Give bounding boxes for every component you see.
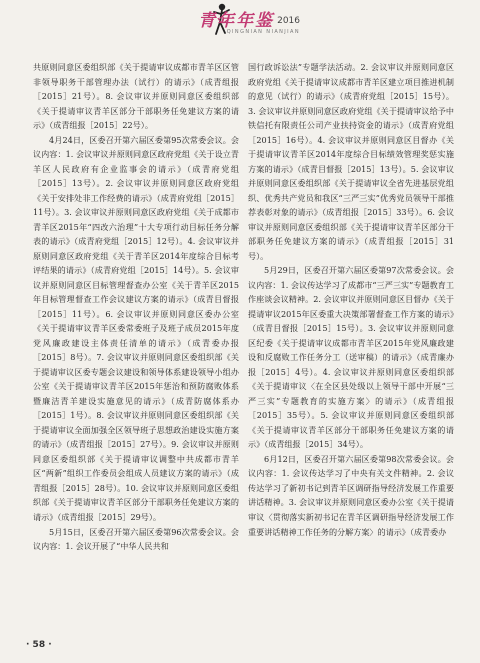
yearbook-logo	[198, 6, 300, 35]
right-paragraph-1: 国行政诉讼法”专题学法活动。2. 会议审议并原则同意区政府党组《关于提请审议成都市青羊区建立项目推进机制的意见（试行）的请示》（成青府党组［2015］15号）。3. 会议审议并原则同意区政府党组《关于提请审议给予中铁信托有限责任公司产业扶持资金的请示》（成青府党组［2015］16号）。4. 会议审议并原则同意区目督办《关于提请审议青羊区2014年度综合目标绩效管理奖惩实施方案的请示》（成青目督报［2015］13号）。5. 会议审议并原则同意区委组织部《关于提请审议全省先进基层党组织、优秀共产党员和我区“三严三实”优秀党员领导干部推荐表彰对象的请示》（成青组报［2015］33号）。6. 会议审议并原则同意区委组织部《关于提请审议青羊区部分干部职务任免建议方案的请示》（成青组报［2015］31号）。	[248, 62, 454, 261]
left-paragraph-2: 4月24日，区委召开第六届区委第95次常委会议。会议内容：1. 会议审议并原则同意区政府党组《关于设立青羊区人民政府有企业监事会的请示》（成青府党组［2015］13号）。2. 会议审议并原则同意区政府党组《关于安排处非工作经费的请示》（成青府党组［2015］11号）。3. 会议审议并原则同意区政府党组《关于成都市青羊区2015年“四改六治理”十大专项行动目标任务分解表的请示》（成青府党组［2015］12号）。4. 会议审议并原则同意区政府党组《关于青羊区2014年度综合目标考评结果的请示》（成青府党组［2015］14号）。5. 会议审议并原则同意区目标管理督查办公室《关于青羊区2015年目标管理督查工作会议建议方案的请示》（成青目督报［2015］11号）。6. 会议审议并原则同意区委办公室《关于提请审议青羊区委常委班子及班子成员2015年度党风廉政建设主体责任清单的请示》（成青委办报［2015］8号）。7. 会议审议并原则同意区委组织部《关于提请审议区委专题会议建设和领导体系建设领导小组办公室《关于提请审议青羊区2015年惩治和预防腐败体系暨廉洁青羊建设实施意见的请示》（成青防腐体系办［2015］1号）。8. 会议审议并原则同意区委组织部《关于提请审议全面加强全区领导班子思想政治建设实施方案的请示》（成青组报［2015］27号）。9. 会议审议并原则同意区委组织部《关于提请审议调整中共成都市青羊区“两新”组织工作委员会组成人员建议方案的请示》（成青组报［2015］28号）。10. 会议审议并原则同意区委组织部《关于提请审议青羊区部分干部职务任免建议方案的请示》（成青组报［2015］29号）。	[33, 134, 239, 522]
page-number: · 58 ·	[26, 640, 52, 650]
page-header	[0, 0, 480, 50]
right-paragraph-3: 6月12日，区委召开第六届区委第98次常委会议。会议内容：1. 会议传达学习了中央有关文件精神。2. 会议传达学习了新初书记到青羊区调研指导经济发展工作重要讲话精神。3. 会议审议并原则同意区委办公室《关于提请审议〈贯彻落实新初书记在青羊区调研指导经济发展工作重要讲话精神工作任务的分解方案〉的请示》（成青委办	[248, 453, 454, 537]
left-paragraph-3: 5月15日，区委召开第六届区委第96次常委会议。会议内容：1. 会议开展了“中华人民共和	[33, 526, 239, 552]
yearbook-pinyin: QINGNIAN NIANJIAN	[226, 29, 300, 35]
yearbook-year: 2016	[277, 16, 300, 26]
left-paragraph-1: 共原则同意区委组织部《关于提请审议成都市青羊区区管非领导职务干部管理办法（试行）的请示》（成青组报［2015］21号）。8. 会议审议并原则同意区委组织部《关于提请审议青羊区部分干部职务任免建议方案的请示》（成青组报［2015］22号）。	[33, 62, 239, 131]
right-paragraph-2: 5月29日，区委召开第六届区委第97次常委会议。会议内容：1. 会议传达学习了成都市“三严三实”专题教育工作座谈会议精神。2. 会议审议并原则同意区目督办《关于提请审议2015年区委重大决策部署督查工作方案的请示》（成青目督报［2015］15号）。3. 会议审议并原则同意区纪委《关于提请审议成都市青羊区2015年党风廉政建设和反腐败工作任务分工（送审稿）的请示》（成青廉办报［2015］4号）。4. 会议审议并原则同意区委组织部《关于提请审议〈在全区县处级以上领导干部中开展“三严三实”专题教育的实施方案〉的请示》（成青组报［2015］35号）。5. 会议审议并原则同意区委组织部《关于提请审议青羊区部分干部职务任免建议方案的请示》（成青组报［2015］34号）。	[248, 265, 454, 450]
yearbook-title: 青年年鉴	[198, 11, 275, 31]
right-column	[248, 60, 454, 626]
left-column	[33, 60, 239, 626]
